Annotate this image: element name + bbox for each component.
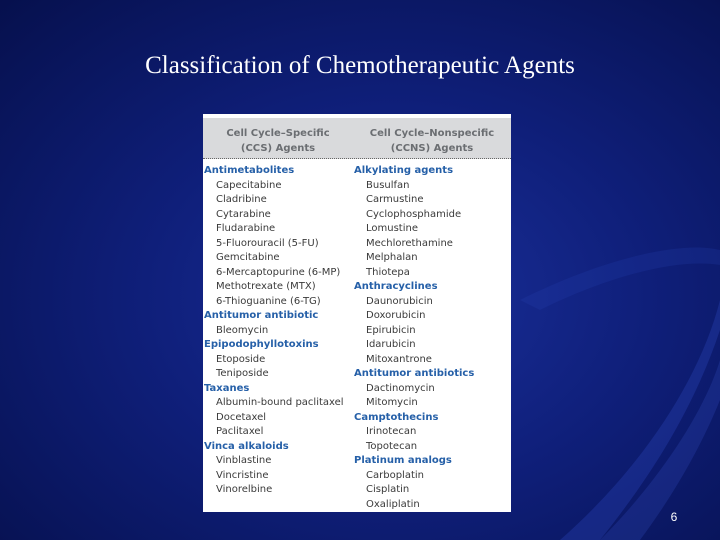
- drug-name: Vincristine: [216, 469, 269, 481]
- drug-name: Thiotepa: [366, 266, 410, 278]
- drug-class-heading: Anthracyclines: [354, 281, 438, 292]
- drug-name: Cisplatin: [366, 484, 410, 495]
- drug-name: Gemcitabine: [216, 252, 280, 263]
- drug-class-heading: Platinum analogs: [354, 455, 452, 466]
- ccs-header-line2: (CCS) Agents: [240, 143, 316, 154]
- ccns-header: [353, 126, 511, 156]
- ccns-header-line1: Cell Cycle–Nonspecific: [369, 128, 495, 139]
- drug-name: Bleomycin: [216, 324, 269, 336]
- drug-class-heading: Antimetabolites: [204, 165, 295, 176]
- drug-name: Dactinomycin: [366, 382, 435, 394]
- drug-name: Irinotecan: [366, 426, 417, 437]
- drug-name: 6-Thioguanine (6-TG): [216, 295, 321, 307]
- drug-name: Paclitaxel: [216, 426, 264, 437]
- drug-name: Idarubicin: [366, 339, 416, 350]
- drug-name: Carboplatin: [366, 469, 424, 481]
- drug-name: Daunorubicin: [366, 295, 433, 307]
- drug-name: Busulfan: [366, 179, 410, 191]
- drug-name: Teniposide: [216, 368, 269, 379]
- drug-name: Etoposide: [216, 353, 266, 365]
- drug-name: Epirubicin: [366, 324, 416, 336]
- ccs-header-line1: Cell Cycle–Specific: [226, 128, 330, 139]
- ccns-header-line2: (CCNS) Agents: [390, 143, 474, 154]
- drug-name: Doxorubicin: [366, 310, 426, 321]
- drug-name: Cladribine: [216, 194, 267, 205]
- drug-name: Melphalan: [366, 252, 418, 263]
- drug-name: Topotecan: [366, 440, 418, 452]
- ccs-header: [203, 126, 353, 156]
- drug-class-heading: Taxanes: [204, 382, 250, 394]
- drug-name: Mitomycin: [366, 397, 418, 408]
- drug-class-heading: Epipodophyllotoxins: [204, 339, 319, 350]
- drug-name: Docetaxel: [216, 411, 267, 423]
- drug-class-heading: Antitumor antibiotic: [204, 310, 319, 321]
- drug-name: Mitoxantrone: [366, 353, 432, 365]
- drug-class-heading: Camptothecins: [354, 411, 439, 423]
- drug-name: 6-Mercaptopurine (6-MP): [216, 266, 341, 278]
- drug-name: Capecitabine: [216, 179, 282, 191]
- ccs-agents-column: [203, 164, 353, 498]
- slide-title: Classification of Chemotherapeutic Agents: [145, 52, 575, 79]
- drug-name: Carmustine: [366, 194, 424, 205]
- drug-name: Mechlorethamine: [366, 237, 453, 249]
- drug-name: Fludarabine: [216, 223, 276, 234]
- ccns-agents-column: [353, 164, 511, 512]
- drug-name: Methotrexate (MTX): [216, 281, 316, 292]
- drug-name: Cytarabine: [216, 208, 271, 220]
- drug-name: Lomustine: [366, 223, 418, 234]
- drug-name: Cyclophosphamide: [366, 208, 462, 220]
- drug-class-heading: Alkylating agents: [354, 165, 454, 176]
- drug-name: Albumin-bound paclitaxel: [216, 397, 344, 408]
- drug-class-heading: Vinca alkaloids: [204, 440, 289, 452]
- drug-name: Oxaliplatin: [366, 498, 420, 510]
- drug-name: Vinorelbine: [216, 484, 273, 495]
- drug-name: 5-Fluorouracil (5-FU): [216, 237, 319, 249]
- drug-class-heading: Antitumor antibiotics: [354, 368, 475, 379]
- table-header: [203, 118, 511, 159]
- classification-table-image: [203, 114, 511, 512]
- page-number: 6: [670, 510, 678, 524]
- drug-name: Vinblastine: [216, 455, 272, 466]
